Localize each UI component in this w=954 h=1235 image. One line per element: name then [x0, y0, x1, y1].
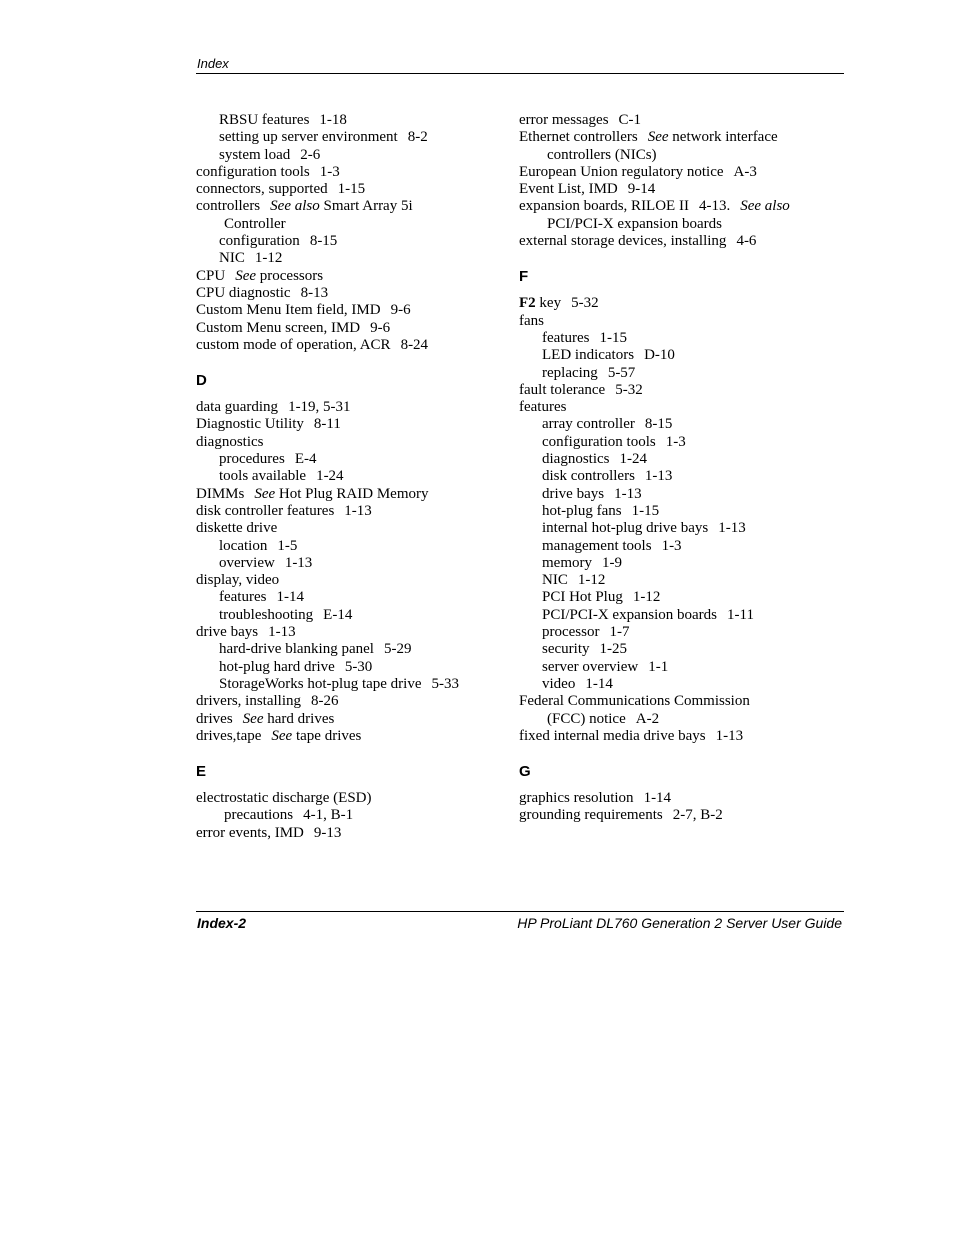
- index-entry: [196, 198, 506, 215]
- entry-page-ref: 1-5: [277, 537, 298, 554]
- entry-page-ref: 1-12: [254, 250, 283, 267]
- entry-page-ref: 1-25: [599, 641, 627, 658]
- entry-term: features: [219, 589, 267, 606]
- index-subentry: [519, 641, 829, 658]
- entry-page-ref: 1-12: [632, 589, 661, 606]
- entry-see-target: tape drives: [295, 727, 362, 744]
- entry-page-ref: 4-6: [736, 233, 757, 250]
- index-subentry: [519, 416, 829, 433]
- footer-rule: [196, 911, 844, 912]
- entry-page-ref: 5-57: [607, 364, 636, 381]
- index-entry: [196, 825, 506, 842]
- index-entry: [196, 693, 506, 710]
- entry-term: graphics resolution: [519, 790, 634, 807]
- entry-term: data guarding: [196, 399, 279, 416]
- entry-page-ref: 4-13.: [698, 198, 731, 215]
- index-entry: [519, 399, 829, 416]
- index-entry: [519, 233, 829, 250]
- index-entry: [519, 728, 829, 745]
- entry-term: fixed internal media drive bays: [519, 727, 706, 744]
- entry-term: display, video: [196, 572, 280, 589]
- entry-term: key: [539, 295, 562, 312]
- index-entry: [196, 624, 506, 641]
- index-subentry: [519, 434, 829, 451]
- entry-term: configuration: [219, 233, 300, 250]
- entry-term: disk controller features: [196, 502, 335, 519]
- entry-page-ref: 1-14: [585, 675, 613, 692]
- entry-term: error messages: [519, 112, 609, 128]
- index-entry: [196, 320, 506, 337]
- entry-term: video: [542, 675, 576, 692]
- entry-term: NIC: [542, 572, 568, 589]
- index-subentry: [519, 676, 829, 693]
- section-gap: [196, 745, 506, 762]
- entry-term: hot-plug fans: [542, 502, 622, 519]
- entry-page-ref: 2-7, B-2: [672, 807, 723, 824]
- entry-term: replacing: [542, 364, 598, 381]
- section-gap: [196, 354, 506, 371]
- index-entry: [519, 693, 829, 710]
- section-heading: D: [196, 372, 207, 390]
- entry-page-ref: 1-24: [316, 468, 344, 485]
- index-subentry: [196, 233, 506, 250]
- entry-see-reference: See also: [740, 198, 790, 215]
- entry-term: location: [219, 537, 268, 554]
- index-subentry: [196, 147, 506, 164]
- entry-page-ref: 4-1, B-1: [303, 807, 354, 824]
- entry-page-ref: 1-13: [284, 554, 313, 571]
- entry-term: PCI/PCI-X expansion boards: [542, 606, 717, 623]
- index-column-left: [196, 112, 506, 842]
- index-entry: [196, 337, 506, 354]
- index-entry: [196, 416, 506, 433]
- entry-term: setting up server environment: [219, 129, 398, 146]
- entry-term: drives,tape: [196, 727, 262, 744]
- section-heading: G: [519, 763, 531, 781]
- index-entry-continuation: [196, 216, 506, 233]
- index-subentry: [196, 676, 506, 693]
- entry-page-ref: 9-6: [390, 302, 411, 319]
- entry-term: electrostatic discharge (ESD): [196, 790, 372, 807]
- entry-page-ref: E-4: [294, 451, 317, 468]
- entry-term: RBSU features: [219, 112, 310, 128]
- running-header: Index: [197, 56, 229, 71]
- index-entry: [519, 164, 829, 181]
- entry-see-reference: See: [254, 485, 276, 502]
- index-subentry: [519, 538, 829, 555]
- index-entry: [196, 268, 506, 285]
- index-subentry: [519, 503, 829, 520]
- entry-page-ref: 1-11: [727, 606, 754, 623]
- entry-page-ref: C-1: [618, 112, 642, 128]
- entry-term: connectors, supported: [196, 181, 328, 198]
- index-entry: [196, 790, 506, 807]
- section-heading: F: [519, 268, 529, 286]
- index-subentry: [519, 468, 829, 485]
- index-subentry: [196, 250, 506, 267]
- entry-term: PCI/PCI-X expansion boards: [547, 215, 722, 232]
- entry-page-ref: 1-7: [609, 624, 630, 641]
- index-subentry: [196, 555, 506, 572]
- entry-term: tools available: [219, 468, 307, 485]
- entry-page-ref: 1-18: [319, 112, 347, 128]
- index-entry: [519, 295, 829, 312]
- entry-see-reference: See: [235, 267, 257, 284]
- entry-see-target: processors: [259, 267, 324, 284]
- entry-bold-term: F2: [519, 295, 536, 312]
- entry-term: Custom Menu screen, IMD: [196, 319, 361, 336]
- index-subentry: [519, 365, 829, 382]
- entry-term: server overview: [542, 658, 639, 675]
- entry-page-ref: 1-3: [319, 163, 340, 180]
- entry-term: diagnostics: [542, 451, 610, 468]
- index-entry: [196, 285, 506, 302]
- entry-term: CPU: [196, 267, 226, 284]
- entry-term: memory: [542, 554, 592, 571]
- entry-term: external storage devices, installing: [519, 233, 727, 250]
- index-entry-continuation: [196, 807, 506, 824]
- entry-term: (FCC) notice: [547, 710, 626, 727]
- entry-term: drives: [196, 710, 233, 727]
- entry-page-ref: 1-13: [268, 624, 296, 641]
- entry-term: security: [542, 641, 590, 658]
- index-entry: [196, 520, 506, 537]
- entry-page-ref: 9-14: [627, 181, 656, 198]
- entry-page-ref: 8-2: [407, 129, 428, 146]
- index-subentry: [519, 589, 829, 606]
- entry-term: hot-plug hard drive: [219, 658, 335, 675]
- index-subentry: [519, 486, 829, 503]
- index-entry-continuation: [519, 147, 829, 164]
- entry-term: drive bays: [196, 624, 259, 641]
- entry-page-ref: 1-3: [665, 433, 686, 450]
- index-entry: [196, 728, 506, 745]
- section-gap: [519, 250, 829, 267]
- index-entry-continuation: [519, 711, 829, 728]
- entry-page-ref: 9-13: [313, 824, 342, 841]
- index-subentry: [519, 572, 829, 589]
- index-entry: [519, 807, 829, 824]
- entry-term: overview: [219, 554, 275, 571]
- section-heading: E: [196, 763, 207, 781]
- document-title: HP ProLiant DL760 Generation 2 Server User Guide: [517, 915, 842, 931]
- entry-term: disk controllers: [542, 468, 635, 485]
- entry-page-ref: 1-13: [715, 727, 744, 744]
- index-entry: [519, 790, 829, 807]
- entry-page-ref: 8-11: [313, 416, 341, 433]
- entry-term: Event List, IMD: [519, 181, 618, 198]
- entry-page-ref: 1-15: [631, 502, 660, 519]
- index-subentry: [519, 520, 829, 537]
- index-subentry: [519, 607, 829, 624]
- index-entry: [519, 181, 829, 198]
- entry-term: precautions: [224, 807, 294, 824]
- entry-page-ref: 1-15: [599, 329, 627, 346]
- index-subentry: [196, 641, 506, 658]
- index-entry-continuation: [519, 216, 829, 233]
- index-subentry: [196, 468, 506, 485]
- entry-term: grounding requirements: [519, 807, 663, 824]
- entry-term: DIMMs: [196, 485, 245, 502]
- index-entry: [196, 399, 506, 416]
- entry-term: custom mode of operation, ACR: [196, 336, 391, 353]
- index-entry: [519, 129, 829, 146]
- entry-term: diskette drive: [196, 520, 278, 537]
- entry-page-ref: 5-30: [344, 658, 373, 675]
- entry-page-ref: 1-12: [577, 572, 606, 589]
- entry-page-ref: 1-1: [648, 658, 669, 675]
- entry-term: processor: [542, 624, 600, 641]
- index-entry: [196, 164, 506, 181]
- entry-page-ref: 8-26: [311, 693, 339, 710]
- index-subentry: [519, 347, 829, 364]
- entry-term: system load: [219, 146, 291, 163]
- entry-page-ref: D-10: [644, 347, 675, 364]
- entry-term: Ethernet controllers: [519, 129, 638, 146]
- entry-term: procedures: [219, 451, 285, 468]
- page-number: Index-2: [197, 915, 247, 931]
- entry-term: features: [519, 399, 567, 416]
- entry-page-ref: 8-15: [644, 416, 673, 433]
- index-subentry: [196, 659, 506, 676]
- entry-term: controllers (NICs): [547, 146, 657, 163]
- entry-page-ref: A-2: [635, 710, 660, 727]
- entry-term: troubleshooting: [219, 606, 314, 623]
- index-entry: [196, 302, 506, 319]
- index-subentry: [196, 451, 506, 468]
- index-entry: [196, 503, 506, 520]
- entry-term: hard-drive blanking panel: [219, 641, 374, 658]
- entry-term: CPU diagnostic: [196, 284, 291, 301]
- index-entry: [519, 313, 829, 330]
- entry-page-ref: E-14: [323, 606, 353, 623]
- entry-term: management tools: [542, 537, 652, 554]
- entry-term: configuration tools: [196, 163, 310, 180]
- entry-page-ref: 8-13: [300, 284, 329, 301]
- entry-see-reference: See: [647, 129, 669, 146]
- entry-term: fault tolerance: [519, 381, 606, 398]
- entry-see-target: hard drives: [267, 710, 335, 727]
- entry-see-reference: See also: [270, 198, 320, 215]
- index-subentry: [196, 589, 506, 606]
- entry-page-ref: 5-32: [615, 381, 643, 398]
- entry-page-ref: 1-14: [276, 589, 304, 606]
- index-entry: [196, 181, 506, 198]
- entry-term: Diagnostic Utility: [196, 416, 304, 433]
- entry-term: drivers, installing: [196, 693, 301, 710]
- entry-page-ref: 1-9: [602, 554, 622, 571]
- entry-term: Controller: [224, 215, 286, 232]
- index-subentry: [196, 538, 506, 555]
- entry-term: Custom Menu Item field, IMD: [196, 302, 381, 319]
- entry-term: features: [542, 329, 590, 346]
- entry-page-ref: 1-13: [644, 468, 673, 485]
- index-subentry: [196, 129, 506, 146]
- entry-term: diagnostics: [196, 433, 264, 450]
- entry-page-ref: 1-19, 5-31: [288, 399, 351, 416]
- entry-page-ref: 5-32: [571, 295, 599, 312]
- entry-term: NIC: [219, 250, 245, 267]
- header-rule: [196, 73, 844, 74]
- entry-page-ref: 1-13: [344, 502, 372, 519]
- entry-term: internal hot-plug drive bays: [542, 520, 709, 537]
- entry-page-ref: A-3: [733, 163, 757, 180]
- index-subentry: [196, 607, 506, 624]
- entry-page-ref: 1-14: [643, 790, 672, 807]
- entry-see-reference: See: [271, 727, 293, 744]
- entry-page-ref: 9-6: [370, 319, 391, 336]
- entry-page-ref: 5-29: [383, 641, 412, 658]
- entry-term: PCI Hot Plug: [542, 589, 623, 606]
- index-subentry: [519, 451, 829, 468]
- entry-term: fans: [519, 312, 544, 329]
- entry-term: drive bays: [542, 485, 605, 502]
- entry-see-target: Smart Array 5i: [323, 198, 413, 215]
- index-entry: [196, 434, 506, 451]
- entry-page-ref: 1-3: [661, 537, 682, 554]
- index-subentry: [519, 659, 829, 676]
- entry-page-ref: 1-13: [614, 485, 642, 502]
- entry-term: configuration tools: [542, 433, 656, 450]
- index-subentry: [519, 330, 829, 347]
- entry-term: European Union regulatory notice: [519, 163, 724, 180]
- entry-page-ref: 1-24: [619, 451, 647, 468]
- entry-see-target: network interface: [672, 129, 778, 146]
- entry-term: controllers: [196, 198, 261, 215]
- section-gap: [519, 745, 829, 762]
- index-subentry: [196, 112, 506, 129]
- index-subentry: [519, 624, 829, 641]
- entry-see-target: Hot Plug RAID Memory: [278, 485, 429, 502]
- index-subentry: [519, 555, 829, 572]
- entry-see-reference: See: [242, 710, 264, 727]
- entry-term: Federal Communications Commission: [519, 693, 750, 710]
- index-entry: [196, 572, 506, 589]
- entry-page-ref: 5-33: [431, 675, 459, 692]
- entry-term: StorageWorks hot-plug tape drive: [219, 675, 422, 692]
- entry-term: error events, IMD: [196, 824, 304, 841]
- entry-page-ref: 8-24: [400, 336, 429, 353]
- index-entry: [519, 112, 829, 129]
- entry-page-ref: 8-15: [309, 233, 338, 250]
- entry-term: LED indicators: [542, 347, 635, 364]
- index-entry: [519, 198, 829, 215]
- entry-page-ref: 1-15: [337, 181, 366, 198]
- entry-term: expansion boards, RILOE II: [519, 198, 689, 215]
- entry-page-ref: 2-6: [300, 146, 321, 163]
- index-entry: [519, 382, 829, 399]
- entry-page-ref: 1-13: [718, 520, 746, 537]
- index-entry: [196, 711, 506, 728]
- index-column-right: [519, 112, 829, 825]
- entry-term: array controller: [542, 416, 635, 433]
- index-entry: [196, 486, 506, 503]
